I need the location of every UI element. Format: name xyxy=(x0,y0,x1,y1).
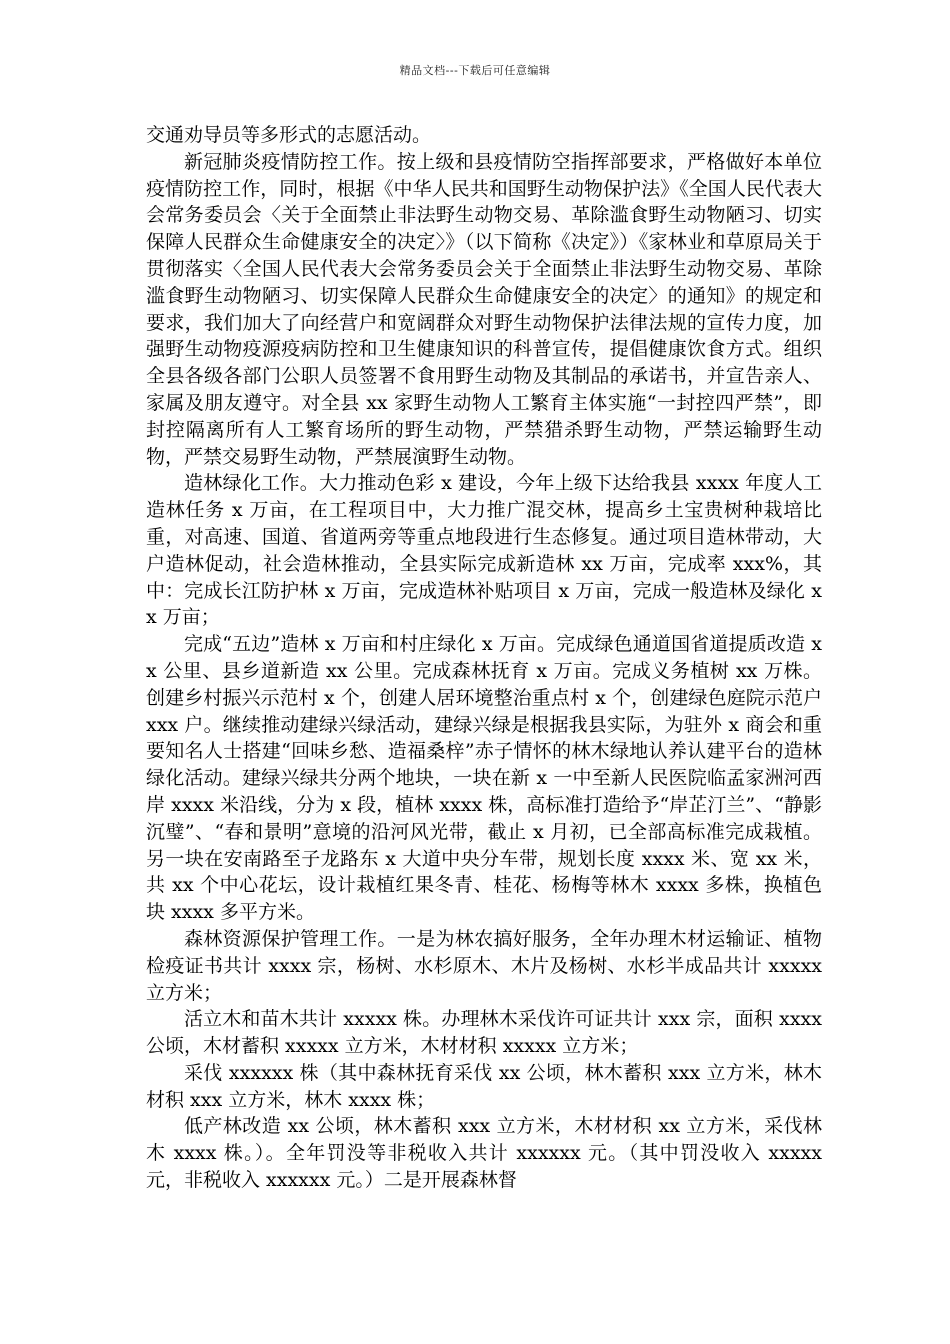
paragraph-afforestation: 造林绿化工作。大力推动色彩 x 建设，今年上级下达给我县 xxxx 年度人工造林任务 x 万亩，在工程项目中，大力推广混交林，提高乡土宝贵树种栽培比重，对高速、国道、省道两旁等重点地段进行生态修复。通过项目造林带动，大户造林促动，社会造林推动，全县实际完成新造林 xx 万亩，完成率 xxx%，其中：完成长江防护林 x 万亩，完成造林补贴项目 x 万亩，完成一般造林及绿化 xx 万亩； xyxy=(146,472,822,629)
paragraph-logging: 采伐 xxxxxx 株（其中森林抚育采伐 xx 公顷，林木蓄积 xxx 立方米，林木材积 xxx 立方米，林木 xxxx 株； xyxy=(146,1061,822,1111)
paragraph-low-yield-forest: 低产林改造 xx 公顷，林木蓄积 xxx 立方米，木材材积 xx 立方米，采伐林木 xxxx 株。）。全年罚没等非税收入共计 xxxxxx 元。（其中罚没收入 xxxxx 元，非税收入 xxxxxx 元。）二是开展森林督 xyxy=(146,1115,822,1192)
paragraph-epidemic-control: 新冠肺炎疫情防控工作。按上级和县疫情防空指挥部要求，严格做好本单位疫情防控工作，同时，根据《中华人民共和国野生动物保护法》《全国人民代表大会常务委员会〈关于全面禁止非法野生动物交易、革除滥食野生动物陋习、切实保障人民群众生命健康安全的决定〉》（以下简称《决定》）《家林业和草原局关于贯彻落实〈全国人民代表大会常务委员会关于全面禁止非法野生动物交易、革除滥食野生动物陋习、切实保障人民群众生命健康安全的决定〉的通知》的规定和要求，我们加大了向经营户和宽阔群众对野生动物保护法律法规的宣传力度，加强野生动物疫源疫病防控和卫生健康知识的科普宣传，提倡健康饮食方式。组织全县各级各部门公职人员签署不食用野生动物及其制品的承诺书，并宣告亲人、家属及朋友遵守。对全县 xx 家野生动物人工繁育主体实施“一封控四严禁”，即封控隔离所有人工繁育场所的野生动物，严禁猎杀野生动物，严禁运输野生动物，严禁交易野生动物，严禁展演野生动物。 xyxy=(146,150,822,468)
document-body xyxy=(146,122,822,1194)
paragraph-volunteer-continuation: 交通劝导员等多形式的志愿活动。 xyxy=(146,124,432,146)
paragraph-five-sides-afforestation: 完成“五边”造林 x 万亩和村庄绿化 x 万亩。完成绿色通道国省道提质改造 xx 公里、县乡道新造 xx 公里。完成森林抚育 x 万亩。完成义务植树 xx 万株。创建乡村振兴示范村 x 个，创建人居环境整治重点村 x 个，创建绿色庭院示范户 xxx 户。继续推动建绿兴绿活动，建绿兴绿是根据我县实际，为驻外 x 商会和重要知名人士搭建“回味乡愁、造福桑梓”赤子情怀的林木绿地认养认建平台的造林绿化活动。建绿兴绿共分两个地块，一块在新 x 一中至新人民医院临孟家洲河西岸 xxxx 米沿线，分为 x 段，植林 xxxx 株，高标准打造给予“岸芷汀兰”、“静影沉璧”、“春和景明”意境的沿河风光带，截止 x 月初，已全部高标准完成栽植。另一块在安南路至子龙路东 x 大道中央分车带，规划长度 xxxx 米、宽 xx 米，共 xx 个中心花坛，设计栽植红果冬青、桂花、杨梅等林木 xxxx 多株，换植色块 xxxx 多平方米。 xyxy=(146,633,822,924)
paragraph-forest-resource-protection: 森林资源保护管理工作。一是为林农搞好服务，全年办理木材运输证、植物检疫证书共计 xxxx 宗，杨树、水杉原木、木片及杨树、水杉半成品共计 xxxxx 立方米； xyxy=(146,927,822,1004)
page-header: 精品文档---下载后可任意编辑 xyxy=(399,64,551,77)
paragraph-standing-timber: 活立木和苗木共计 xxxxx 株。办理林木采伐许可证共计 xxx 宗，面积 xxxx 公顷，木材蓄积 xxxxx 立方米，木材材积 xxxxx 立方米； xyxy=(146,1008,822,1058)
